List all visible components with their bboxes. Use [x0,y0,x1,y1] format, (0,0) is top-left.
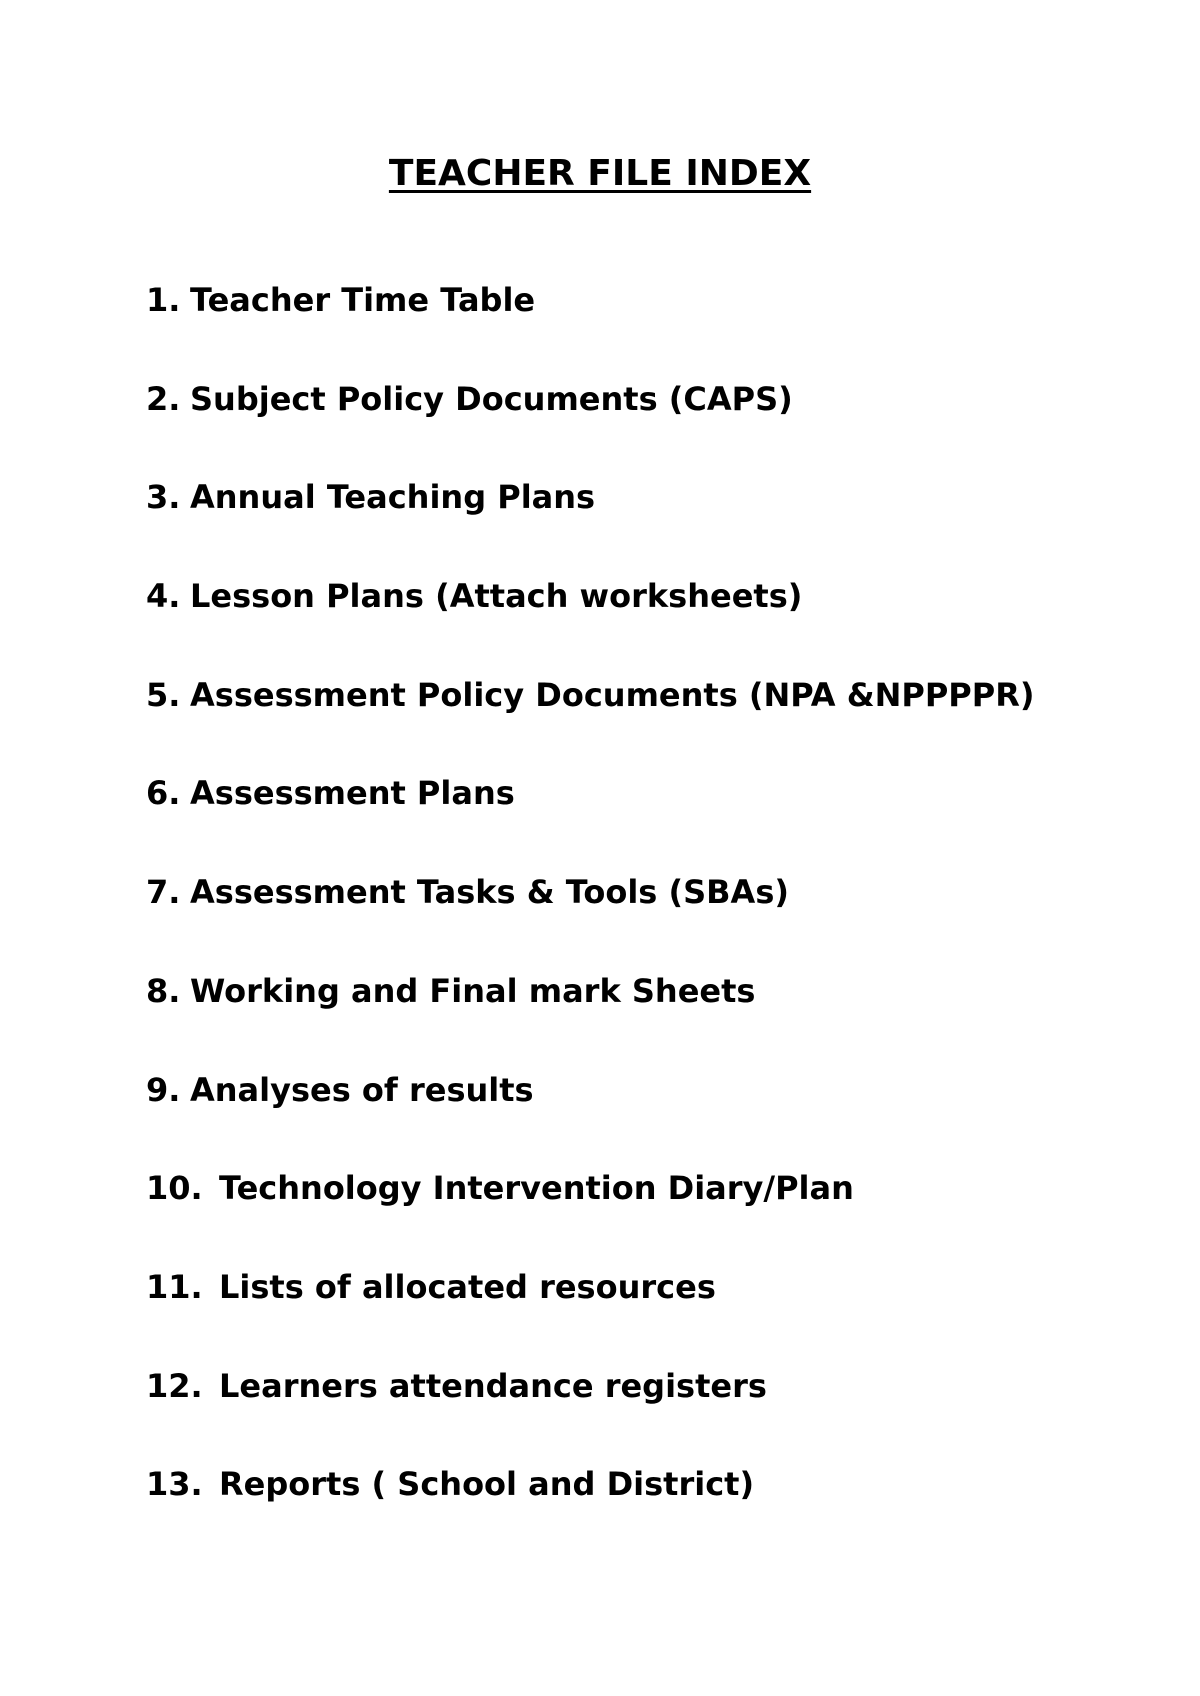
list-item-label: Analyses of results [190,1070,534,1109]
list-item [146,576,1034,675]
list-item [146,379,1034,478]
list-item-label: Assessment Tasks & Tools (SBAs) [190,873,789,912]
list-item-label: Reports ( School and District) [219,1465,755,1504]
list-item-label: Subject Policy Documents (CAPS) [190,379,793,418]
list-item [146,280,1034,379]
list-item [146,773,1034,872]
index-list [146,280,1034,1563]
list-item-label: Working and Final mark Sheets [190,971,756,1010]
list-item-number: 5. [146,675,181,714]
list-item [146,1464,1034,1563]
list-item-number: 7. [146,873,181,912]
list-item-label: Assessment Plans [190,774,515,813]
list-item [146,477,1034,576]
list-item-number: 9. [146,1070,181,1109]
list-item-number: 13. [146,1465,203,1504]
list-item-number: 1. [146,281,181,319]
list-item-label: Lesson Plans (Attach worksheets) [190,577,803,616]
list-item [146,872,1034,971]
list-item-label: Annual Teaching Plans [190,478,596,517]
list-item [146,1168,1034,1267]
list-item-number: 8. [146,971,181,1010]
list-item [146,1070,1034,1169]
list-item-number: 12. [146,1366,203,1405]
list-item [146,1366,1034,1465]
list-item-label: Assessment Policy Documents (NPA &NPPPPR) [190,675,1035,714]
list-item-label: Learners attendance registers [219,1366,767,1405]
list-item [146,1267,1034,1366]
list-item-number: 11. [146,1267,203,1306]
list-item [146,971,1034,1070]
list-item-label: Lists of allocated resources [219,1267,716,1306]
document-title: TEACHER FILE INDEX [388,153,812,194]
list-item-number: 6. [146,774,181,813]
list-item-number: 3. [146,478,181,517]
list-item-label: Technology Intervention Diary/Plan [219,1169,854,1208]
list-item-number: 4. [146,577,181,616]
list-item-label: Teacher Time Table [190,281,536,319]
list-item-number: 10. [146,1169,203,1208]
list-item-number: 2. [146,379,181,418]
list-item [146,675,1034,774]
